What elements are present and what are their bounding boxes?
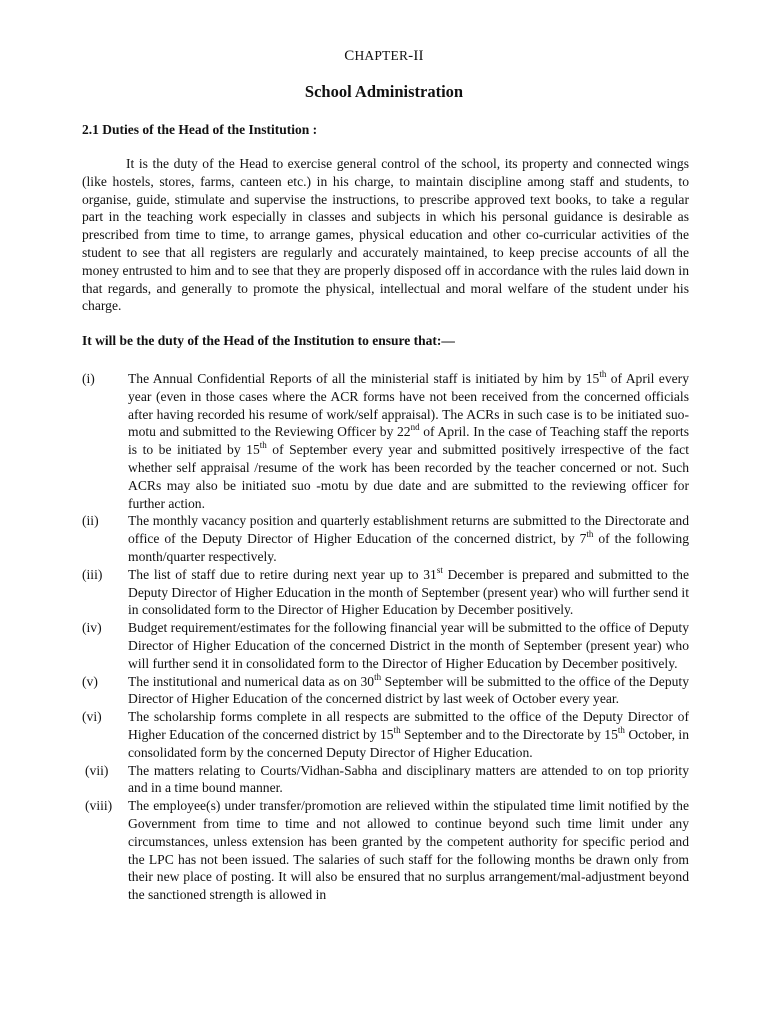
ordinal-suffix: th <box>586 529 594 540</box>
item-text: The matters relating to Courts/Vidhan-Sabha and disciplinary matters are attended to on top priority and in a time bound manner. <box>128 762 689 796</box>
item-text: September will be submitted to the office of the Deputy Director of Higher Education of the concerned district by last week of October every year. <box>128 673 689 707</box>
item-text: of April every year (even in those cases where the ACR forms have not been received from the concerned officials after having recorded his resume of work/self appraisal). The ACRs in such case is to be initiated suo-motu and submitted to the Reviewing Officer by 22 <box>128 371 689 440</box>
list-item-iii <box>82 566 689 619</box>
item-number: (viii) <box>85 798 113 814</box>
item-number: (vii) <box>85 762 109 778</box>
ordinal-suffix: th <box>617 724 625 735</box>
ordinal-suffix: th <box>599 369 607 379</box>
chapter-heading <box>0 48 768 65</box>
ordinal-suffix: th <box>259 440 267 451</box>
item-number: (ii) <box>82 513 99 529</box>
section-heading: 2.1 Duties of the Head of the Institution : <box>82 122 318 137</box>
list-item-i <box>82 370 689 512</box>
item-text: of the following month/quarter respectively. <box>128 531 689 564</box>
item-text: The monthly vacancy position and quarterly establishment returns are submitted to the Directorate and office of the Deputy Director of Higher Education of the concerned district, by 7 <box>128 513 689 547</box>
list-item-ii <box>82 512 689 565</box>
chapter-number: -II <box>408 48 424 64</box>
list-item-vii <box>82 762 689 798</box>
item-text: The list of staff due to retire during next year up to 31 <box>128 566 437 582</box>
chapter-word: HAPTER <box>354 48 409 63</box>
list-item-viii <box>82 797 689 904</box>
ordinal-suffix: st <box>436 564 443 575</box>
ensure-heading: It will be the duty of the Head of the Institution to ensure that:— <box>82 333 455 348</box>
ordinal-suffix: th <box>374 671 382 682</box>
item-text: The institutional and numerical data as on 30 <box>128 673 375 689</box>
item-number: (v) <box>82 673 98 689</box>
item-number: (i) <box>82 371 95 386</box>
duties-list <box>82 370 689 904</box>
list-item-iv <box>82 619 689 672</box>
item-number: (vi) <box>82 709 102 725</box>
item-text: The employee(s) under transfer/promotion are relieved within the stipulated time limit notified by the Government from time to time and not allowed to continue beyond such time limit under any circumstances, unless extension has been granted by the competent authority for specific period and the LPC has not been issued. The salaries of such staff for the following months be drawn only from their new place of posting. It will also be ensured that no surplus arrangement/mal-adjustment beyond the sanctioned strength is allowed in <box>128 798 689 903</box>
item-number: (iii) <box>82 566 103 582</box>
item-text: of September every year and submitted positively irrespective of the fact whether self appraisal /resume of the work has been recorded by the teacher concerned or not. Such ACRs may also be initiated suo -motu by due date and are submitted to the reviewing officer for further action. <box>128 442 689 511</box>
list-item-v <box>82 673 689 709</box>
item-text: September and to the Directorate by 15 <box>400 726 618 742</box>
ordinal-suffix: nd <box>410 422 420 433</box>
list-item-vi <box>82 708 689 761</box>
item-text: The Annual Confidential Reports of all the ministerial staff is initiated by him by 15 <box>128 371 600 386</box>
item-number: (iv) <box>82 620 102 636</box>
ordinal-suffix: th <box>393 724 401 735</box>
item-text: December is prepared and submitted to the Deputy Director of Higher Education in the month of September (present year) who will further send it in consolidated form to the Director of Higher Education by December positively. <box>128 566 689 618</box>
intro-paragraph: It is the duty of the Head to exercise general control of the school, its property and connected wings (like hostels, stores, farms, canteen etc.) in his charge, to maintain discipline among staff and students, to organise, guide, stimulate and supervise the instructions, to prescribe approved text books, to take a regular part in the teaching work especially in classes and subjects in which his personal guidance is desirable as prescribed from time to time, to arrange games, physical education and other co-curricular activities of the student to see that all registers are regularly and accurately maintained, to keep precise accounts of all the money entrusted to him and to see that they are properly disposed off in accordance with the rules laid down in that regards, and generally to promote the physical, intellectual and moral welfare of the student under his charge. <box>82 156 689 314</box>
item-text: Budget requirement/estimates for the following financial year will be submitted to the office of Deputy Director of Higher Education of the concerned District in the month of September (present year) who will further send it in consolidated form to the Director of Higher Education by December positively. <box>128 620 689 671</box>
page-title: School Administration <box>304 82 464 101</box>
item-text: of April. In the case of Teaching staff the reports is to be initiated by 15 <box>128 424 690 458</box>
chapter-letter: C <box>344 48 355 64</box>
item-text: October, in consolidated form by the concerned Deputy Director of Higher Education. <box>128 726 689 760</box>
item-text: The scholarship forms complete in all respects are submitted to the office of the Deputy Director of Higher Education of the concerned district by 15 <box>128 709 689 742</box>
